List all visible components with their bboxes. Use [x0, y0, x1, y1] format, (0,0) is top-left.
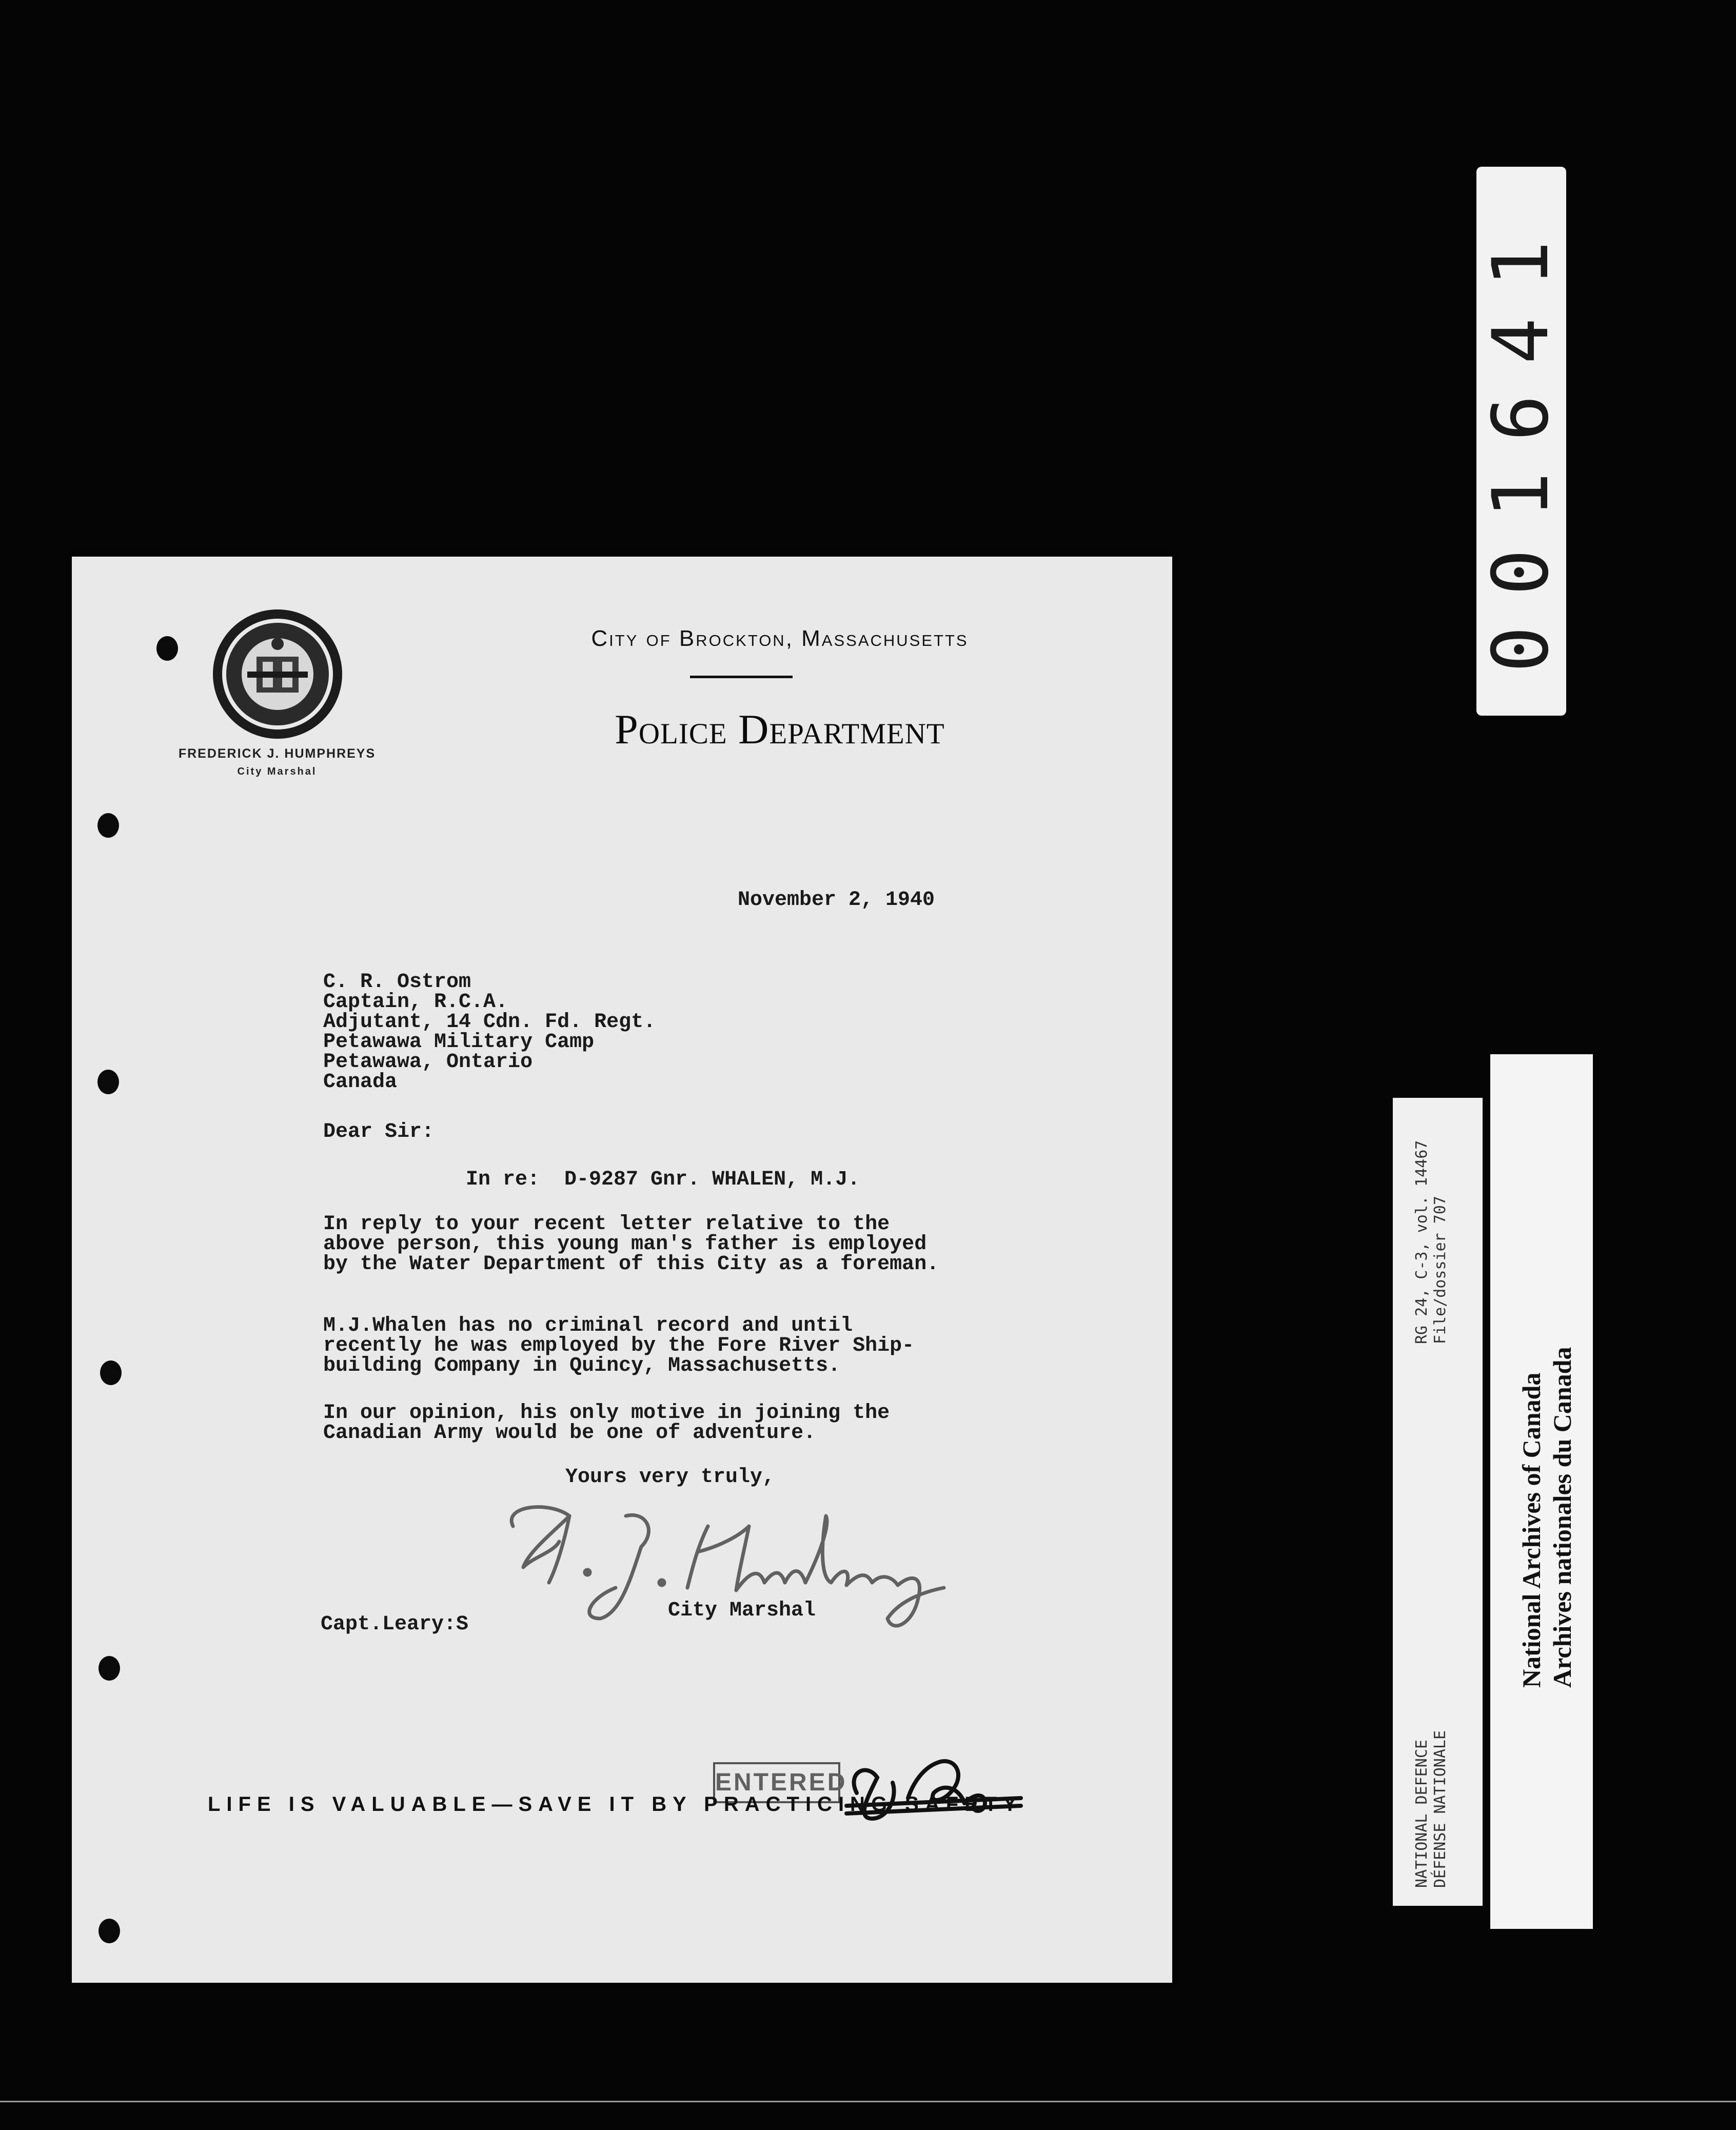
letterhead-divider — [690, 676, 793, 678]
institution-line: National Archives of Canada — [1517, 1372, 1546, 1688]
closing: Yours very truly, — [565, 1466, 775, 1489]
marshal-title: City Marshal — [237, 766, 317, 777]
body-line: M.J.Whalen has no criminal record and until — [323, 1314, 853, 1337]
recipient-line: Adjutant, 14 Cdn. Fd. Regt. — [323, 1011, 656, 1034]
city-seal-icon — [211, 608, 344, 740]
marshal-name: FREDERICK J. HUMPHREYS — [178, 746, 376, 761]
punch-hole — [98, 1919, 120, 1943]
institution-line: Archives nationales du Canada — [1548, 1347, 1576, 1688]
salutation: Dear Sir: — [323, 1120, 435, 1143]
frame-number-strip — [1476, 167, 1566, 716]
punch-hole — [100, 1360, 122, 1385]
reference-initials: Capt.Leary:S — [321, 1613, 469, 1636]
body-line: recently he was employed by the Fore River Ship- — [323, 1334, 915, 1357]
body-line: by the Water Department of this City as a foreman. — [323, 1253, 939, 1276]
letter-page — [72, 557, 1172, 1983]
archive-citation-label — [1393, 1098, 1483, 1906]
department-line: DÉFENSE NATIONALE — [1431, 1730, 1449, 1888]
body-line: In reply to your recent letter relative to the — [323, 1213, 890, 1236]
letterhead-department: Police Department — [615, 706, 945, 753]
body-line: above person, this young man's father is employed — [323, 1233, 927, 1256]
recipient-line: C. R. Ostrom — [323, 971, 471, 994]
entered-stamp: ENTERED — [713, 1762, 840, 1803]
archive-institution-label — [1490, 1054, 1593, 1929]
signer-title: City Marshal — [668, 1599, 816, 1622]
punch-hole — [98, 1656, 120, 1681]
letter-date: November 2, 1940 — [738, 889, 935, 912]
recipient-line: Captain, R.C.A. — [323, 991, 508, 1014]
punch-hole — [97, 1070, 119, 1094]
punch-hole — [156, 636, 178, 661]
body-line: building Company in Quincy, Massachusetts. — [323, 1354, 841, 1377]
punch-hole — [97, 813, 119, 838]
recipient-line: Canada — [323, 1071, 398, 1094]
body-line: Canadian Army would be one of adventure. — [323, 1422, 816, 1445]
letterhead-city: City of Brockton, Massachusetts — [591, 626, 969, 651]
safety-slogan: LIFE IS VALUABLE—SAVE IT BY PRACTICING SAFETY — [208, 1793, 1023, 1816]
citation-line: RG 24, C-3, vol. 14467 — [1413, 1140, 1431, 1344]
scan-edge-line — [0, 2101, 1736, 2102]
recipient-line: Petawawa Military Camp — [323, 1031, 595, 1054]
citation-line: File/dossier 707 — [1431, 1196, 1449, 1344]
frame-number: 001641 — [1476, 210, 1566, 673]
subject-line: In re: D-9287 Gnr. WHALEN, M.J. — [466, 1168, 860, 1191]
department-line: NATIONAL DEFENCE — [1413, 1740, 1431, 1888]
body-line: In our opinion, his only motive in joining the — [323, 1402, 890, 1425]
recipient-line: Petawawa, Ontario — [323, 1051, 533, 1074]
